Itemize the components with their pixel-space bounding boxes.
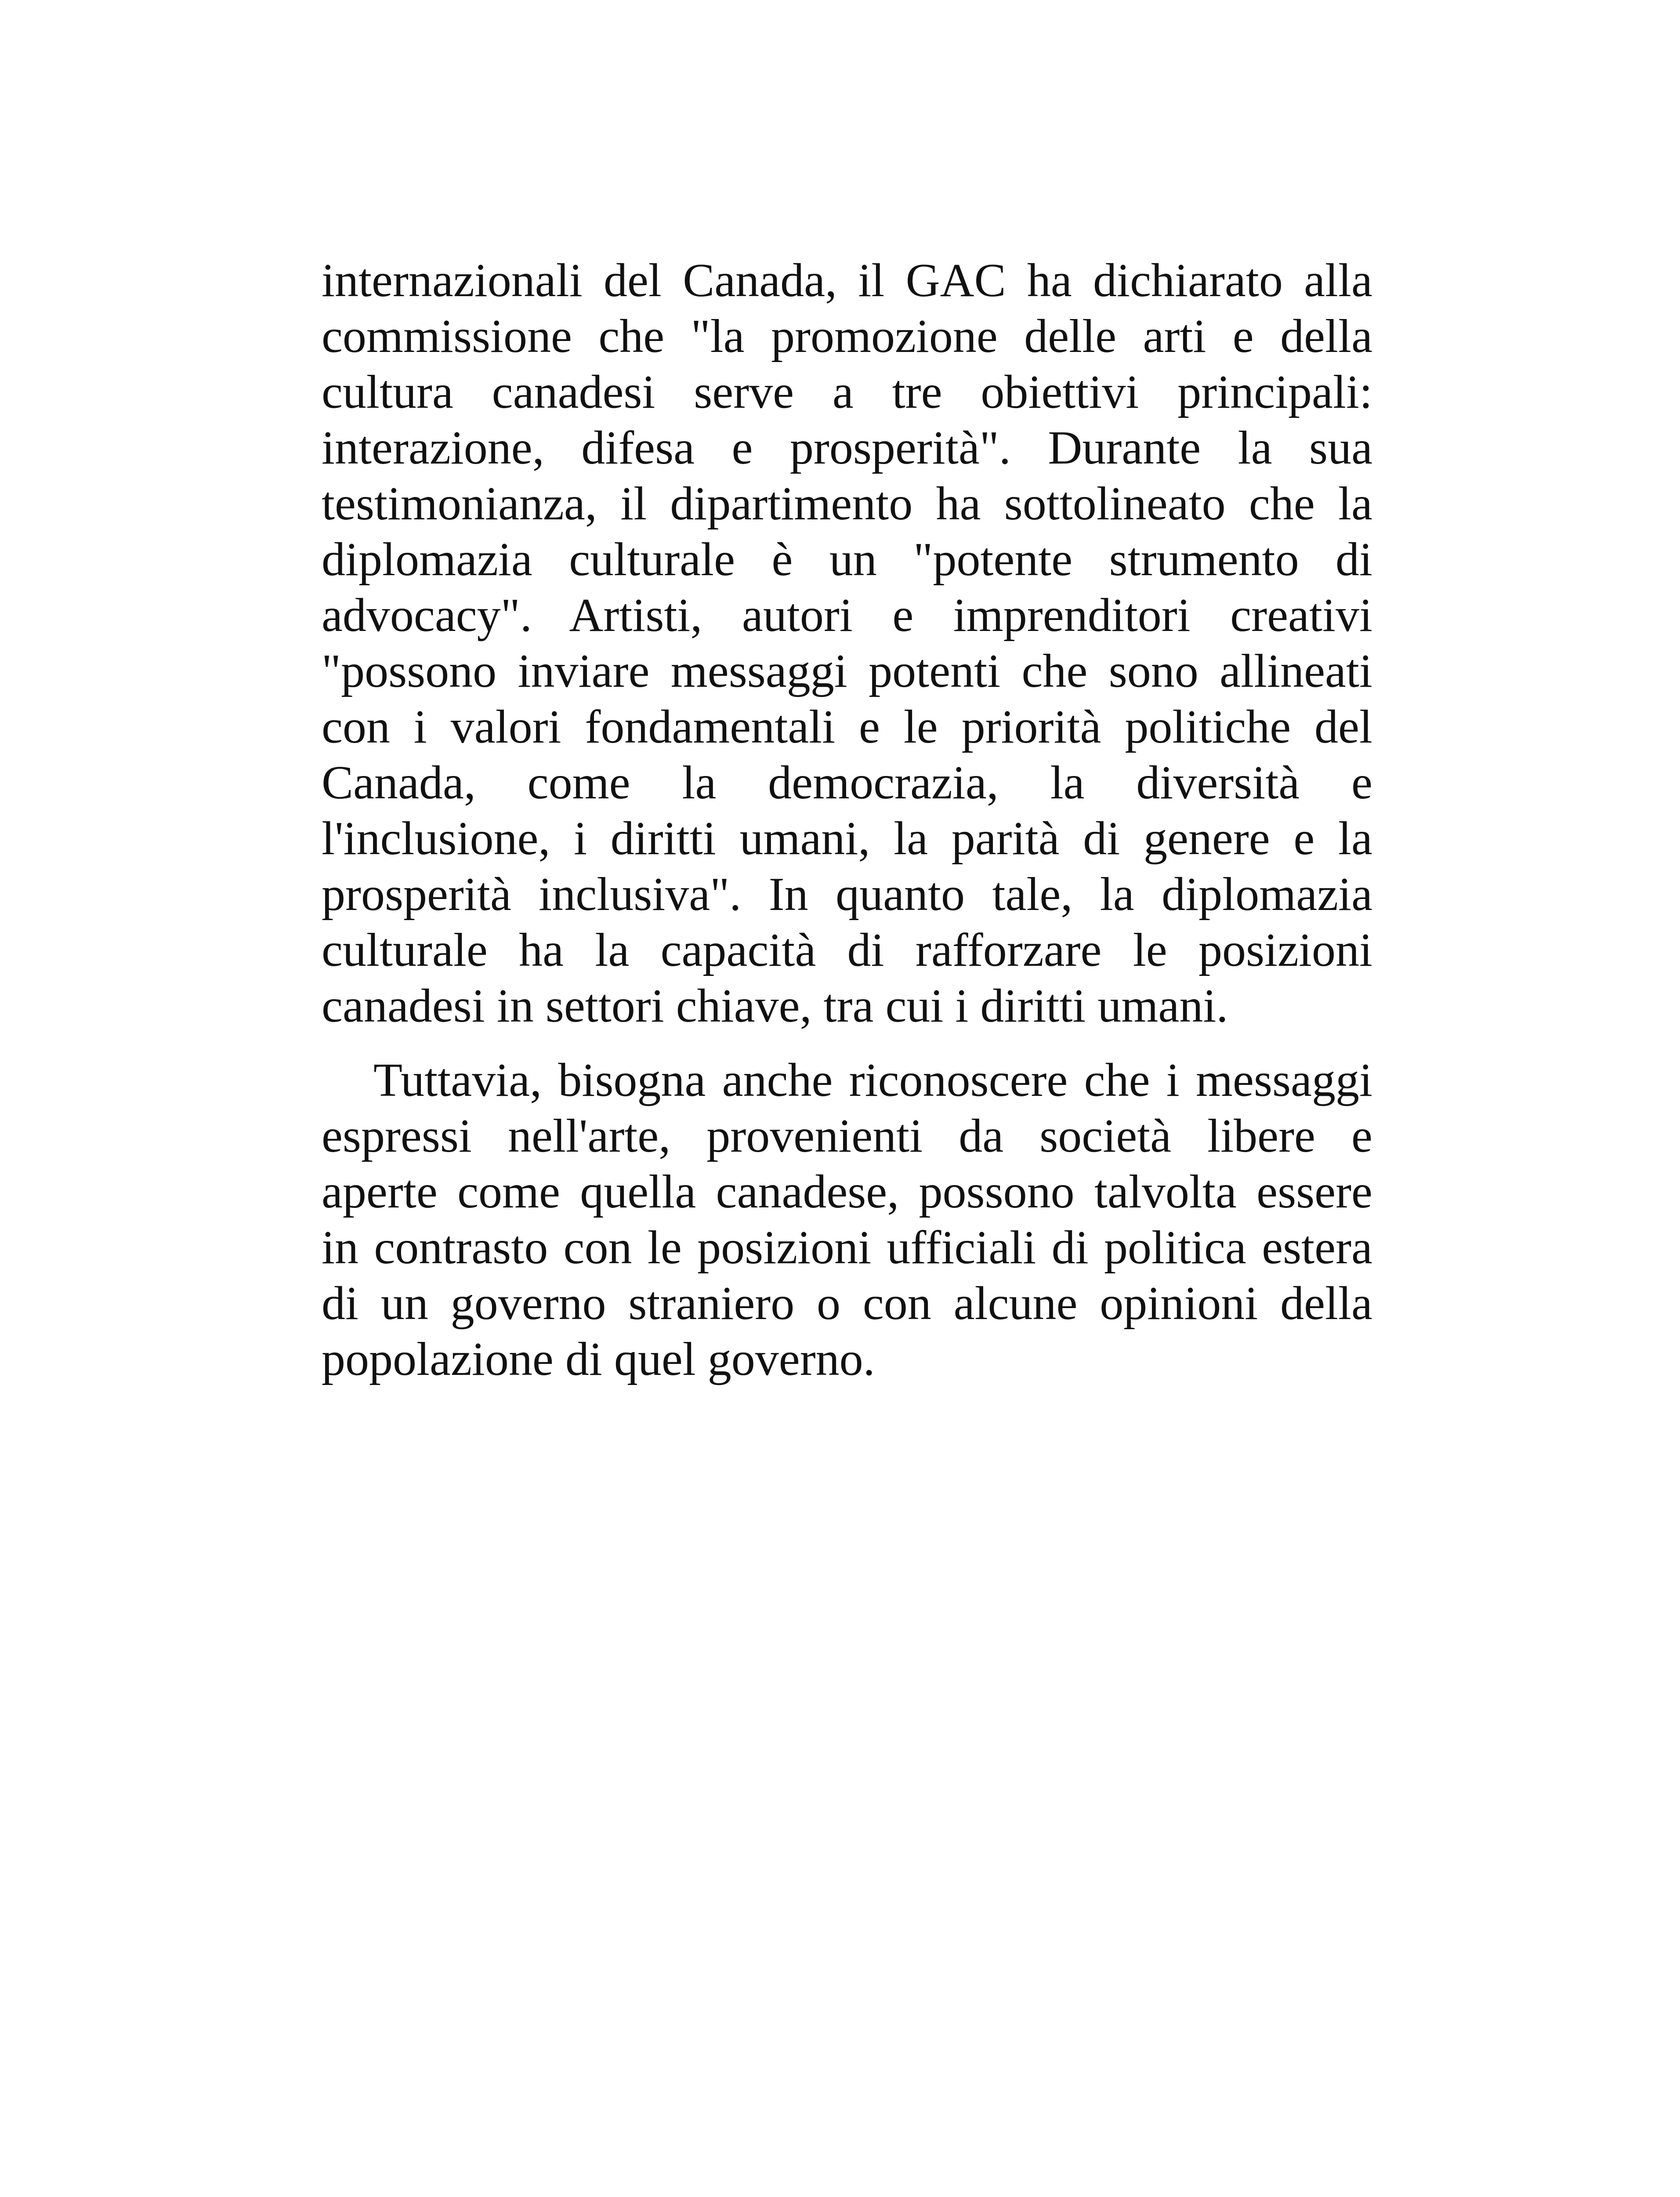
text-line: con i valori fondamentali e le priorità politiche del <box>322 701 1372 753</box>
text-line: cultura canadesi serve a tre obiettivi principali: <box>322 366 1372 418</box>
paragraph-spacing <box>322 1034 1372 1052</box>
text-line: espressi nell'arte, provenienti da società libere e <box>322 1110 1372 1162</box>
body-text <box>322 253 1372 1387</box>
text-line: canadesi in settori chiave, tra cui i diritti umani. <box>322 980 1228 1032</box>
paragraph-1 <box>322 253 1372 1034</box>
text-line: interazione, difesa e prosperità". Durante la sua <box>322 422 1372 474</box>
paragraph-2 <box>322 1052 1372 1387</box>
text-line: commissione che "la promozione delle arti e della <box>322 310 1372 363</box>
text-line: testimonianza, il dipartimento ha sottolineato che la <box>322 478 1372 530</box>
text-line: Canada, come la democrazia, la diversità e <box>322 757 1372 809</box>
text-line: in contrasto con le posizioni ufficiali di politica estera <box>322 1222 1372 1274</box>
text-line: di un governo straniero o con alcune opinioni della <box>322 1277 1372 1330</box>
text-line: l'inclusione, i diritti umani, la parità di genere e la <box>322 812 1372 865</box>
text-line: Tuttavia, bisogna anche riconoscere che i messaggi <box>373 1054 1372 1106</box>
text-line: advocacy". Artisti, autori e imprenditori creativi <box>322 589 1372 642</box>
text-line: diplomazia culturale è un "potente strumento di <box>322 533 1372 586</box>
text-line: aperte come quella canadese, possono talvolta essere <box>322 1166 1372 1218</box>
text-line: "possono inviare messaggi potenti che sono allineati <box>322 645 1372 697</box>
text-line: culturale ha la capacità di rafforzare le posizioni <box>322 924 1372 976</box>
text-line: popolazione di quel governo. <box>322 1333 875 1385</box>
text-line: internazionali del Canada, il GAC ha dichiarato alla <box>322 254 1372 307</box>
text-line: prosperità inclusiva". In quanto tale, la diplomazia <box>322 868 1372 921</box>
